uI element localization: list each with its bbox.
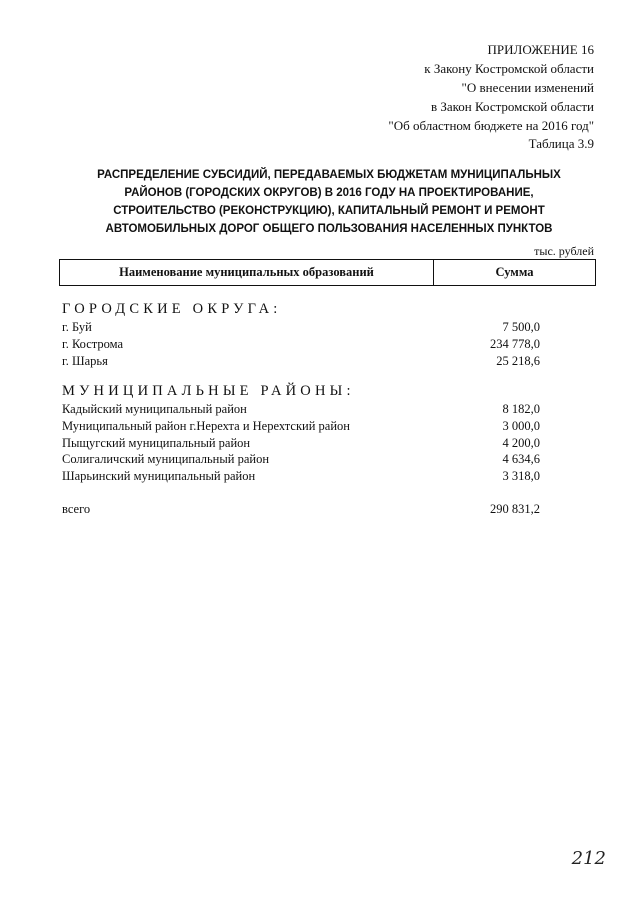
row-name: Солигаличский муниципальный район: [62, 452, 270, 466]
appendix-line: ПРИЛОЖЕНИЕ 16: [487, 42, 594, 57]
section-heading-municipal-districts: МУНИЦИПАЛЬНЫЕ РАЙОНЫ:: [62, 383, 355, 399]
table-row: [62, 469, 540, 486]
row-amount: 8 182,0: [502, 402, 540, 416]
row-name: г. Шарья: [62, 354, 108, 368]
document-title: [60, 166, 598, 238]
row-amount: 3 000,0: [502, 419, 540, 433]
units-label: тыс. рублей: [534, 244, 594, 258]
table-row: [62, 419, 540, 436]
table-row: [62, 337, 540, 354]
appendix-block: [388, 40, 594, 135]
row-amount: 3 318,0: [502, 469, 540, 483]
row-name: г. Буй: [62, 320, 92, 334]
appendix-line: к Закону Костромской области: [424, 61, 594, 76]
row-name: Пыщугский муниципальный район: [62, 436, 251, 450]
appendix-line: "О внесении изменений: [461, 80, 594, 95]
title-line: РАСПРЕДЕЛЕНИЕ СУБСИДИЙ, ПЕРЕДАВАЕМЫХ БЮДЖЕТАМ МУНИЦИПАЛЬНЫХ: [97, 169, 561, 181]
row-name: г. Кострома: [62, 337, 124, 351]
header-sum-column: Сумма: [495, 265, 534, 279]
section-heading-city-districts: ГОРОДСКИЕ ОКРУГА:: [62, 301, 282, 317]
appendix-line: "Об областном бюджете на 2016 год": [388, 118, 594, 133]
total-row: [62, 502, 540, 519]
total-amount: 290 831,2: [490, 502, 540, 516]
appendix-line: в Закон Костромской области: [430, 99, 594, 114]
row-amount: 25 218,6: [496, 354, 540, 368]
total-label: всего: [62, 502, 91, 516]
row-amount: 234 778,0: [490, 337, 540, 351]
header-name-column: Наименование муниципальных образований: [60, 260, 434, 285]
table-row: [62, 354, 540, 371]
row-name: Кадыйский муниципальный район: [62, 402, 247, 416]
table-row: [62, 402, 540, 419]
row-amount: 4 200,0: [502, 436, 540, 450]
table-row: [62, 320, 540, 337]
row-amount: 7 500,0: [502, 320, 540, 334]
table-header: [59, 259, 596, 286]
row-name: Муниципальный район г.Нерехта и Нерехтский район: [62, 419, 350, 433]
table-number: Таблица 3.9: [528, 136, 594, 151]
row-amount: 4 634,6: [502, 452, 540, 466]
table-row: [62, 436, 540, 453]
page-number-handwritten: 212: [571, 848, 606, 869]
table-row: [62, 452, 540, 469]
row-name: Шарьинский муниципальный район: [62, 469, 256, 483]
title-line: АВТОМОБИЛЬНЫХ ДОРОГ ОБЩЕГО ПОЛЬЗОВАНИЯ НАСЕЛЕННЫХ ПУНКТОВ: [105, 223, 553, 235]
title-line: РАЙОНОВ (ГОРОДСКИХ ОКРУГОВ) В 2016 ГОДУ НА ПРОЕКТИРОВАНИЕ,: [124, 187, 534, 199]
title-line: СТРОИТЕЛЬСТВО (РЕКОНСТРУКЦИЮ), КАПИТАЛЬНЫЙ РЕМОНТ И РЕМОНТ: [113, 205, 545, 217]
